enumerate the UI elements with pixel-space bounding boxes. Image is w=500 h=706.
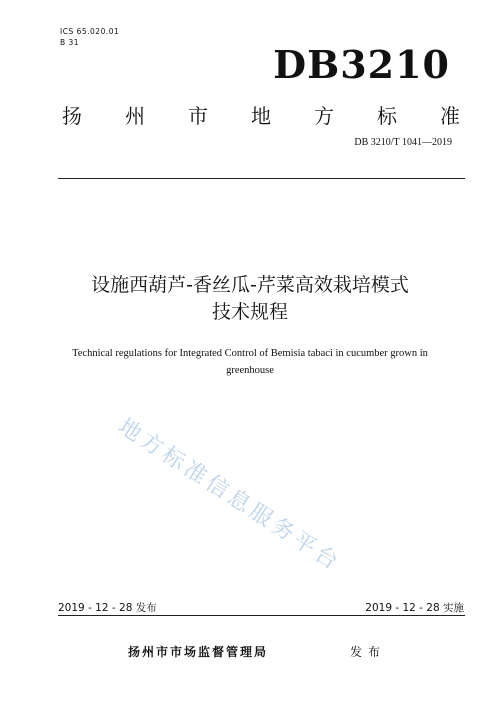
document-title xyxy=(0,272,500,326)
release-date: 2019 - 12 - 28 发布 xyxy=(58,602,157,614)
standard-char: 市 xyxy=(188,104,208,128)
db-logo: DB3210 xyxy=(273,42,450,87)
issuing-authority: 扬州市市场监督管理局 xyxy=(128,645,269,659)
classification-codes xyxy=(60,26,119,48)
standard-char: 扬 xyxy=(62,104,82,128)
standard-char: 州 xyxy=(125,104,145,128)
standard-type-heading xyxy=(62,100,460,129)
standard-char: 标 xyxy=(377,104,397,128)
header-divider xyxy=(58,178,465,179)
standard-char: 准 xyxy=(440,104,460,128)
watermark: 地方标准信息服务平台 xyxy=(113,414,346,577)
standard-char: 方 xyxy=(314,104,334,128)
publish-label: 发布 xyxy=(350,645,387,659)
title-line-1: 设施西葫芦-香丝瓜-芹菜高效栽培模式 xyxy=(91,274,409,296)
ccs-code: B 31 xyxy=(60,38,80,47)
english-title xyxy=(30,345,470,379)
standard-code: DB 3210/T 1041—2019 xyxy=(354,137,452,148)
title-line-2: 技术规程 xyxy=(211,301,288,323)
implementation-date: 2019 - 12 - 28 实施 xyxy=(365,602,464,614)
english-title-line-1: Technical regulations for Integrated Control of Bemisia tabaci in cucumber grown in xyxy=(72,348,428,359)
english-title-line-2: greenhouse xyxy=(226,365,274,376)
ics-code: ICS 65.020.01 xyxy=(60,27,120,36)
footer-divider xyxy=(58,615,465,616)
standard-char: 地 xyxy=(251,104,271,128)
